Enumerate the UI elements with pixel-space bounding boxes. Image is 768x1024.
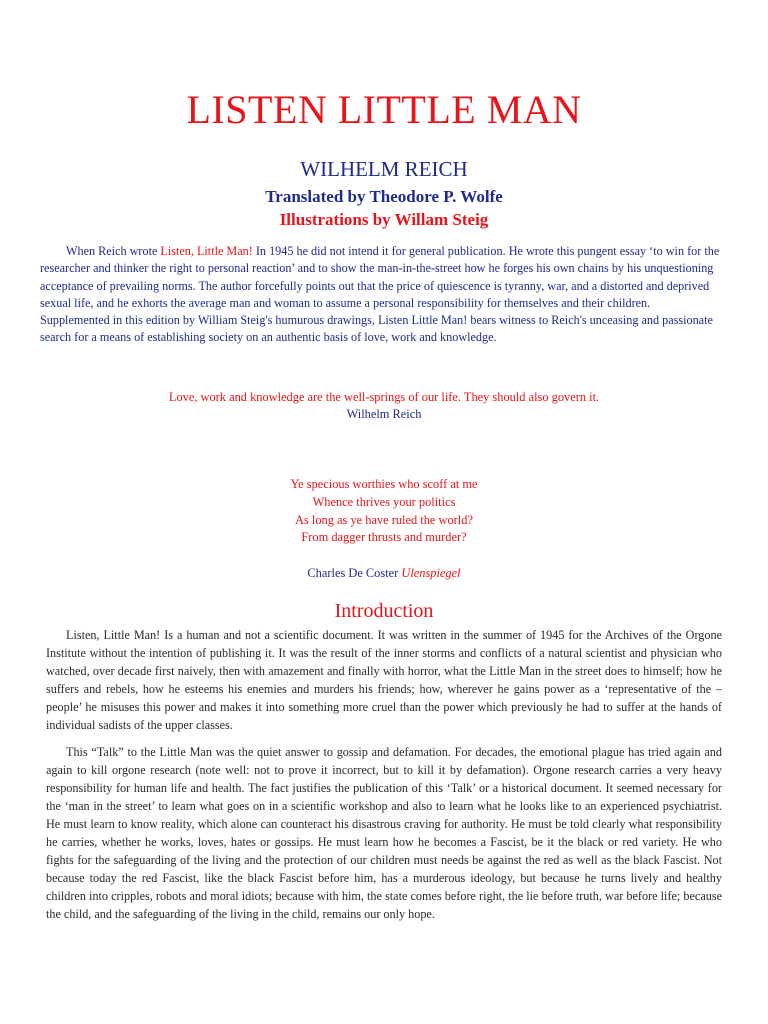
- poem-line: From dagger thrusts and murder?: [301, 530, 467, 545]
- introduction-paragraph: Listen, Little Man! Is a human and not a scientific document. It was written in the summer of 1945 for the Archives of the Orgone Institute without the intention of publishing it. It was the result of the inner storms and conflicts of a natural scientist and physician who watched, over decade first naively, then with amazement and finally with horror, what the Little Man in the street does to himself; how he suffers and rebels, how he esteems his enemies and murders his friends; how, wherever he gains power as a ‘representative of the – people’ he misuses this power and makes it into something more cruel than the power which previously he had to suffer at the hands of individual sadists of the upper classes.: [46, 628, 722, 732]
- book-title: LISTEN LITTLE MAN: [186, 87, 582, 132]
- epigraph-author: Wilhelm Reich: [346, 407, 422, 421]
- poem-epigraph: [0, 476, 768, 547]
- translator-credit: Translated by Theodore P. Wolfe: [265, 187, 503, 206]
- blurb-book-title: Listen, Little Man!: [160, 244, 253, 258]
- blurb-text: In 1945 he did not intend it for general publication. He wrote this pungent essay ‘to win for the researcher and thinker the right to personal reaction’ and to show the man-in-the-street how he forges his own chains by his unquestioning acceptance of prevailing norms. The author forcefully points out that the price of quiescence is tyranny, war, and a distorted and deprived sexual life, and he exhorts the average man and woman to assume a personal responsibility for themselves and their children. Supplemented in this edition by William Steig's humurous drawings, Listen Little Man! bears witness to Reich's unceasing and passionate search for a means of establishing society on an authentic basis of love, work and knowledge.: [40, 244, 720, 345]
- poem-attribution: [0, 565, 768, 582]
- poem-line: Ye specious worthies who scoff at me: [290, 477, 478, 491]
- poem-line: As long as ye have ruled the world?: [295, 512, 473, 527]
- illustrator-credit: Illustrations by Willam Steig: [279, 210, 489, 229]
- blurb-lead: When Reich wrote: [66, 244, 161, 258]
- introduction-heading: Introduction: [334, 600, 434, 622]
- author-name: WILHELM REICH: [300, 157, 468, 181]
- introduction-paragraph: This “Talk” to the Little Man was the quiet answer to gossip and defamation. For decades, the emotional plague has tried again and again to kill orgone research (note well: not to prove it incorrect, but to kill it by defamation). Orgone research carries a very heavy responsibility for human life and health. The fact justifies the publication of this ‘Talk’ or a historical document. It seemed necessary for the ‘man in the street’ to learn what goes on in a scientific workshop and also to learn what he looks like to an experienced psychiatrist. He must learn to know reality, which alone can counteract his disastrous craving for authority. He must be told clearly what responsibility he carries, whether he works, loves, hates or gossips. He must learn how he becomes a Fascist, be it the black or red variety. He who fights for the safeguarding of the living and the protection of our children must needs be against the red as well as the black Fascist. Not because today the red Fascist, like the black Fascist before him, has a murderous ideology, but because he turns lively and healthy children into cripples, robots and moral idiots; because with him, the state comes before right, the lie before truth, war before life; because the child, and the safeguarding of the living in the child, remains our only hope.: [46, 745, 722, 921]
- poem-attribution-author: Charles De Coster: [307, 566, 402, 580]
- poem-attribution-work: Ulenspiegel: [401, 566, 461, 580]
- book-blurb: [40, 243, 722, 347]
- poem-line: Whence thrives your politics: [312, 494, 456, 509]
- epigraph-quote: Love, work and knowledge are the well-springs of our life. They should also govern it.: [168, 390, 600, 404]
